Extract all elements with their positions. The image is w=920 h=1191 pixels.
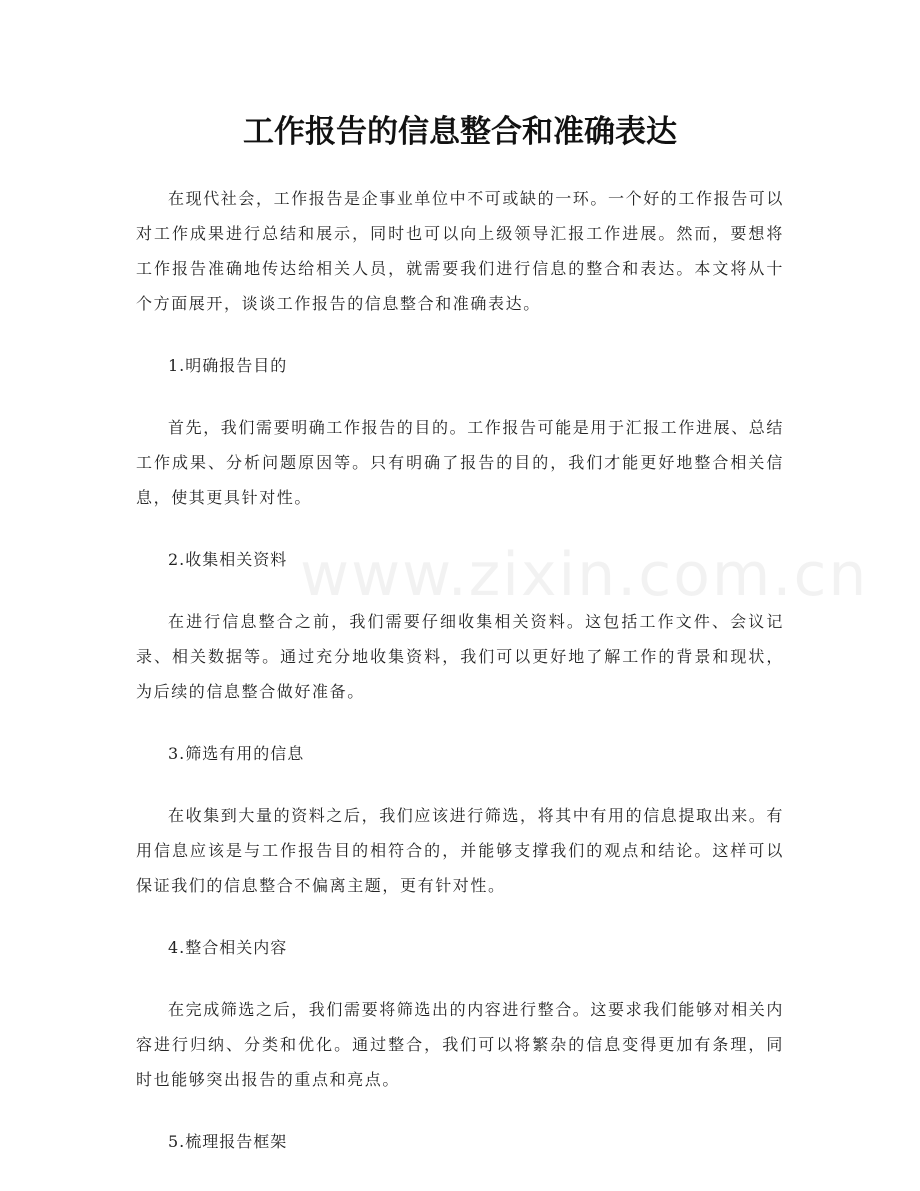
section-heading-1: 1.明确报告目的 [168,356,288,375]
section-paragraph-3: 在收集到大量的资料之后，我们应该进行筛选，将其中有用的信息提取出来。有用信息应该是与工作报告目的相符合的，并能够支撑我们的观点和结论。这样可以保证我们的信息整合不偏离主题，更有针对性。 [136,806,785,895]
intro-paragraph: 在现代社会，工作报告是企事业单位中不可或缺的一环。一个好的工作报告可以对工作成果进行总结和展示，同时也可以向上级领导汇报工作进展。然而，要想将工作报告准确地传达给相关人员，就需要我们进行信息的整合和表达。本文将从十个方面展开，谈谈工作报告的信息整合和准确表达。 [136,189,785,313]
document-body [136,181,784,1186]
section-paragraph-1: 首先，我们需要明确工作报告的目的。工作报告可能是用于汇报工作进展、总结工作成果、分析问题原因等。只有明确了报告的目的，我们才能更好地整合相关信息，使其更具针对性。 [136,418,785,507]
document-title: 工作报告的信息整合和准确表达 [243,114,677,150]
section-paragraph-4: 在完成筛选之后，我们需要将筛选出的内容进行整合。这要求我们能够对相关内容进行归纳、分类和优化。通过整合，我们可以将繁杂的信息变得更加有条理，同时也能够突出报告的重点和亮点。 [136,1000,785,1089]
section-heading-2: 2.收集相关资料 [168,550,288,569]
section-paragraph-2: 在进行信息整合之前，我们需要仔细收集相关资料。这包括工作文件、会议记录、相关数据等。通过充分地收集资料，我们可以更好地了解工作的背景和现状，为后续的信息整合做好准备。 [136,612,784,701]
section-heading-5: 5.梳理报告框架 [168,1132,288,1151]
watermark: www.zixin.com.cn [300,540,869,610]
section-heading-3: 3.筛选有用的信息 [168,744,305,763]
section-heading-4: 4.整合相关内容 [168,938,288,957]
